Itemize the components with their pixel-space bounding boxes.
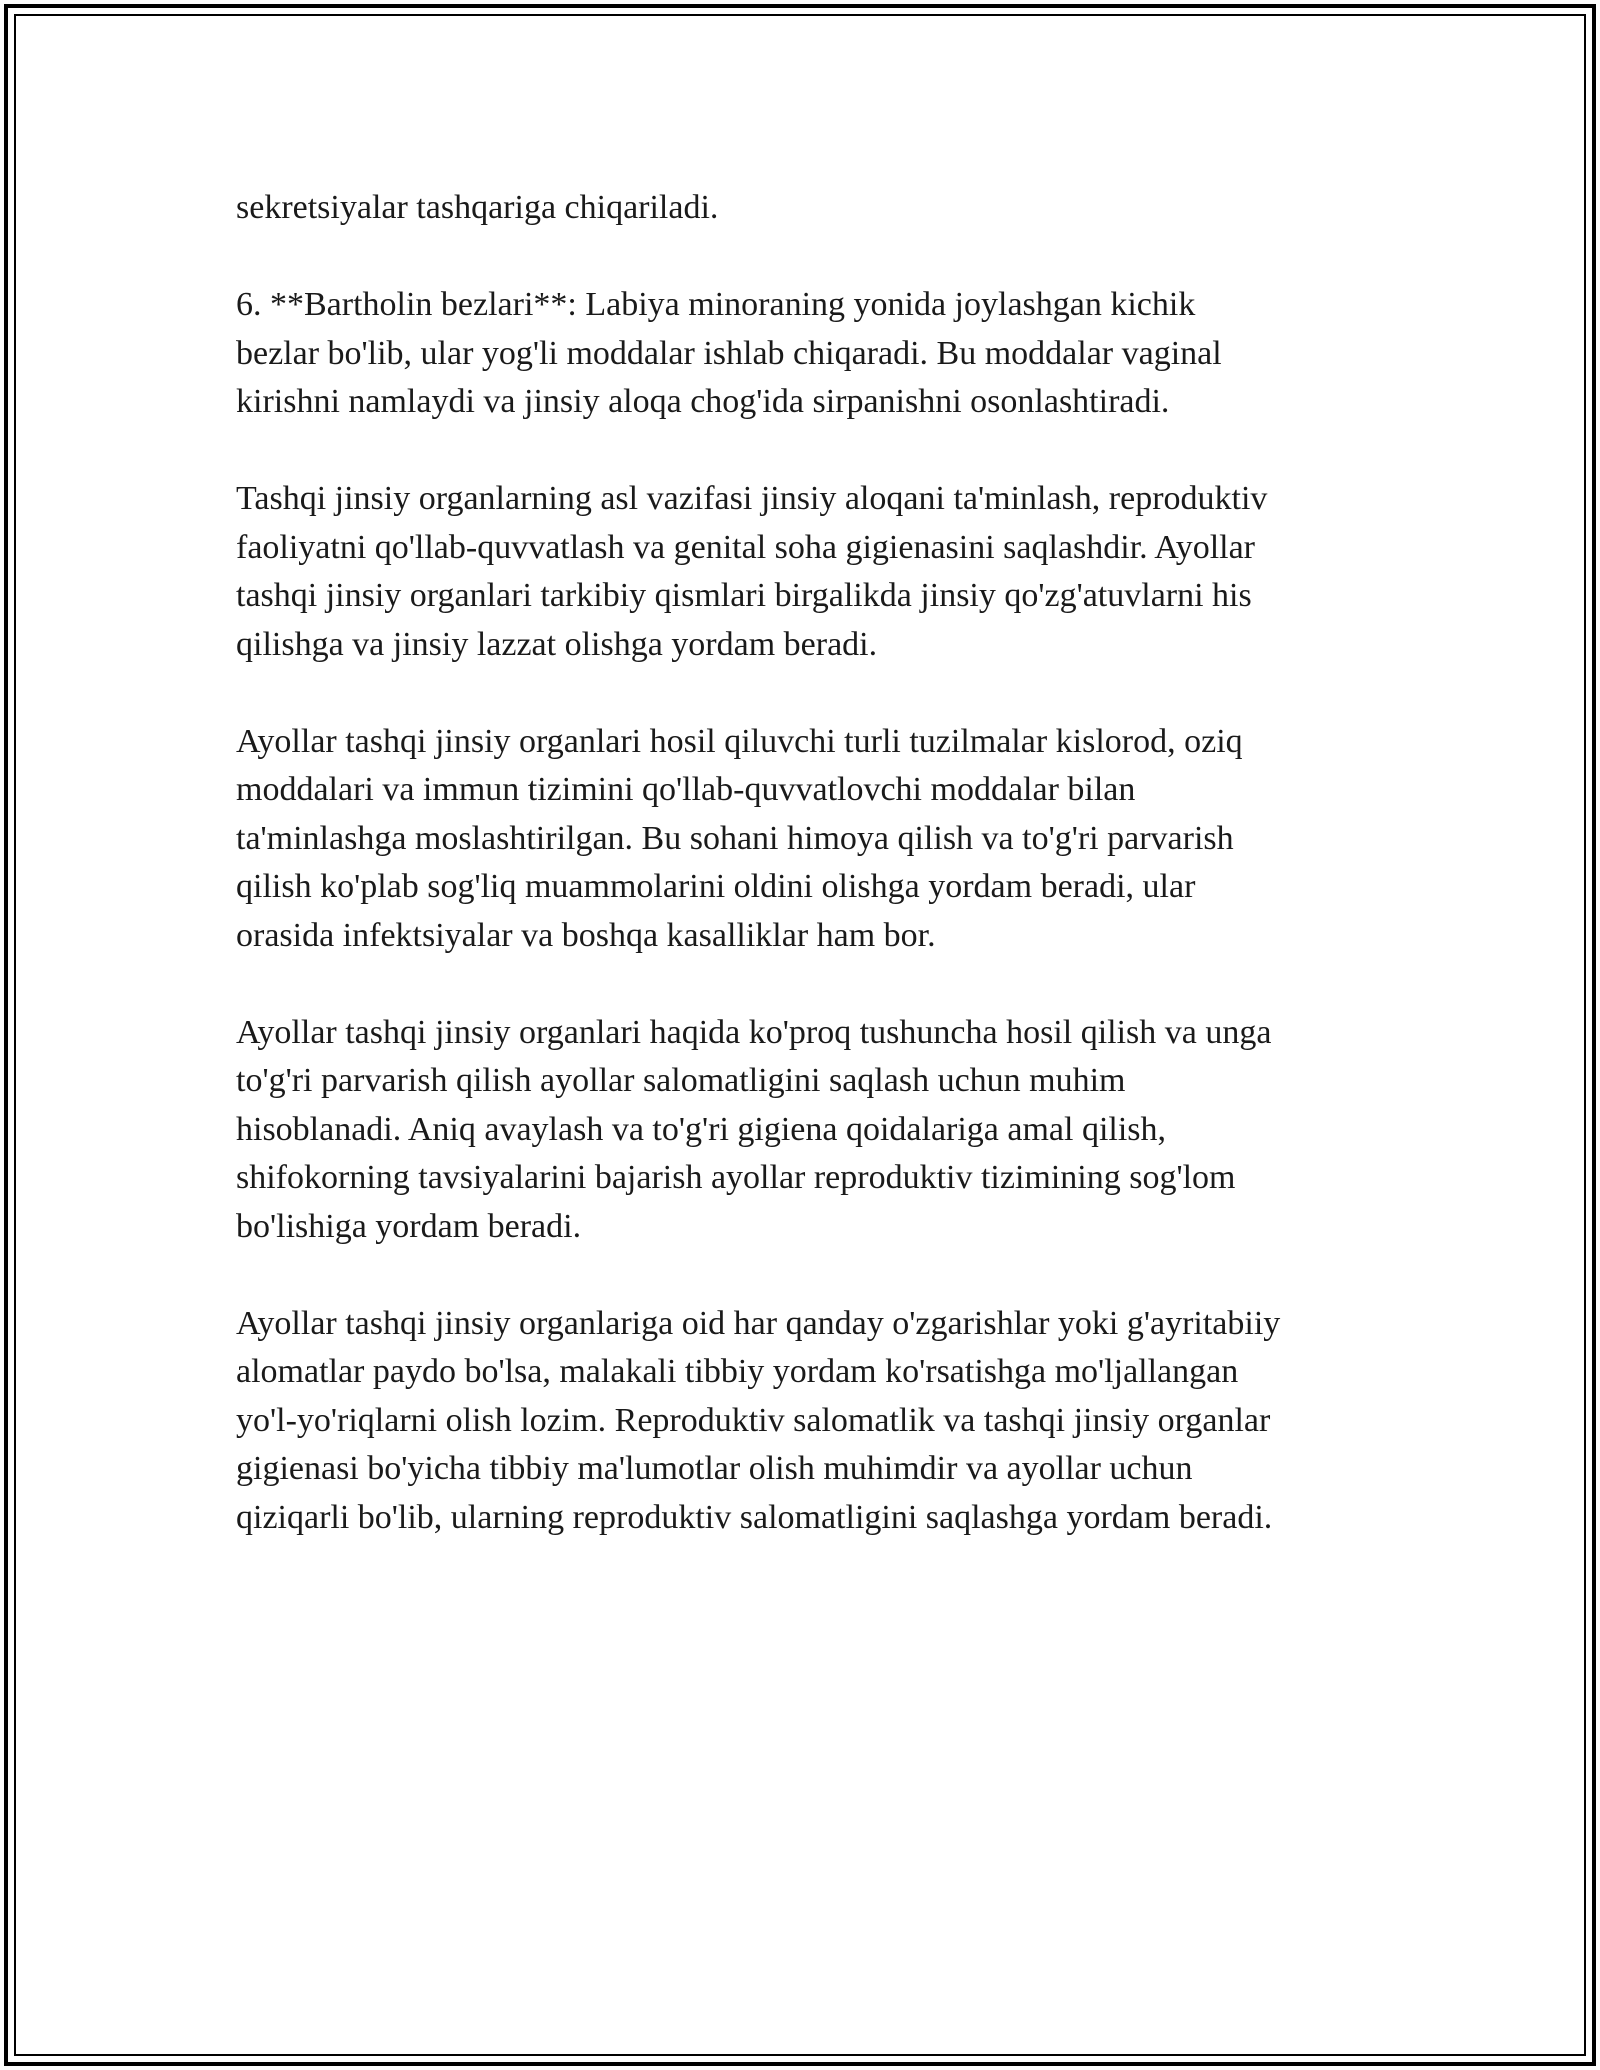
text-line: shifokorning tavsiyalarini bajarish ayollar reproduktiv tizimining sog'lom (236, 1159, 1236, 1196)
text-line: Ayollar tashqi jinsiy organlari haqida ko'proq tushuncha hosil qilish va unga (236, 1013, 1272, 1051)
text-line: gigienasi bo'yicha tibbiy ma'lumotlar olish muhimdir va ayollar uchun (236, 1450, 1193, 1487)
paragraph-2 (236, 281, 1396, 427)
document-body (236, 184, 1396, 1591)
text-line: 6. **Bartholin bezlari**: Labiya minoraning yonida joylashgan kichik (236, 286, 1196, 323)
text-line: kirishni namlaydi va jinsiy aloqa chog'ida sirpanishni osonlashtiradi. (236, 383, 1170, 420)
paragraph-3 (236, 475, 1396, 669)
text-line: qiziqarli bo'lib, ularning reproduktiv salomatligini saqlashga yordam beradi. (236, 1498, 1273, 1536)
text-line: bezlar bo'lib, ular yog'li moddalar ishlab chiqaradi. Bu moddalar vaginal (236, 334, 1222, 372)
text-line: to'g'ri parvarish qilish ayollar salomatligini saqlash uchun muhim (236, 1062, 1126, 1099)
text-line: ta'minlashga moslashtirilgan. Bu sohani himoya qilish va to'g'ri parvarish (236, 819, 1234, 857)
paragraph-5 (236, 1009, 1396, 1252)
text-line: Tashqi jinsiy organlarning asl vazifasi jinsiy aloqani ta'minlash, reproduktiv (236, 480, 1268, 517)
text-line: hisoblanadi. Aniq avaylash va to'g'ri gigiena qoidalariga amal qilish, (236, 1110, 1167, 1148)
paragraph-4 (236, 718, 1396, 961)
text-line: qilishga va jinsiy lazzat olishga yordam beradi. (236, 625, 878, 663)
text-line: qilish ko'plab sog'liq muammolarini oldini olishga yordam beradi, ular (236, 868, 1196, 905)
text-line: faoliyatni qo'llab-quvvatlash va genital soha gigienasini saqlashdir. Ayollar (236, 528, 1256, 566)
text-line: alomatlar paydo bo'lsa, malakali tibbiy yordam ko'rsatishga mo'ljallangan (236, 1353, 1239, 1390)
paragraph-1 (236, 184, 1396, 233)
text-line: Ayollar tashqi jinsiy organlariga oid har qanday o'zgarishlar yoki g'ayritabiiy (236, 1304, 1281, 1342)
text-line: moddalari va immun tizimini qo'llab-quvvatlovchi moddalar bilan (236, 771, 1136, 808)
text-line: bo'lishiga yordam beradi. (236, 1207, 582, 1245)
text-line: sekretsiyalar tashqariga chiqariladi. (236, 189, 719, 226)
text-line: Ayollar tashqi jinsiy organlari hosil qiluvchi turli tuzilmalar kislorod, oziq (236, 722, 1243, 760)
text-line: tashqi jinsiy organlari tarkibiy qismlari birgalikda jinsiy qo'zg'atuvlarni his (236, 577, 1252, 614)
text-line: orasida infektsiyalar va boshqa kasalliklar ham bor. (236, 916, 936, 954)
text-line: yo'l-yo'riqlarni olish lozim. Reproduktiv salomatlik va tashqi jinsiy organlar (236, 1401, 1271, 1439)
paragraph-6 (236, 1300, 1396, 1543)
